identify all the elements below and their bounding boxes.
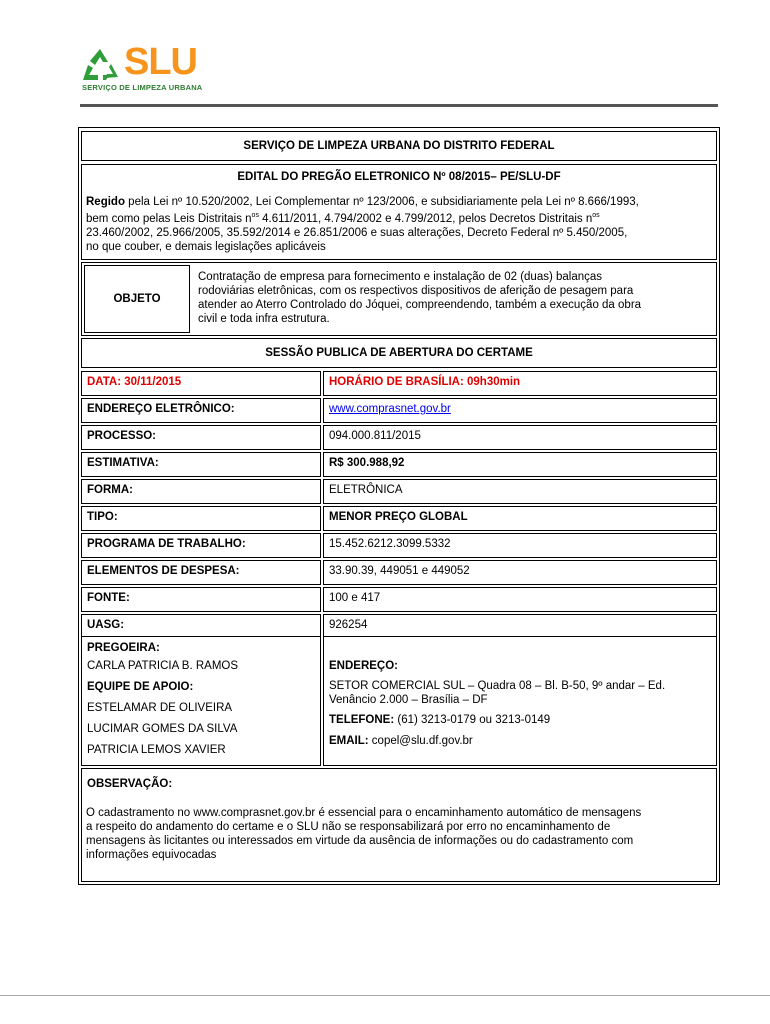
telefone-row [329, 713, 665, 727]
apoio-member: LUCIMAR GOMES DA SILVA [87, 723, 238, 735]
org-title-box [81, 131, 717, 161]
tipo-value: MENOR PREÇO GLOBAL [323, 506, 717, 531]
logo-subtitle: SERVIÇO DE LIMPEZA URBANA [82, 83, 203, 92]
observacao-line-1: O cadastramento no www.comprasnet.gov.br é essencial para o encaminhamento automático de mensagens [86, 807, 642, 819]
objeto-line-4: civil e toda infra estrutura. [198, 313, 330, 325]
uasg-label: UASG: [81, 614, 321, 637]
telefone-value: (61) 3213-0179 ou 3213-0149 [394, 714, 551, 726]
email-label: EMAIL: [329, 735, 369, 747]
elementos-label: ELEMENTOS DE DESPESA: [81, 560, 321, 585]
objeto-text [198, 270, 714, 326]
edital-box [81, 164, 717, 260]
org-title: SERVIÇO DE LIMPEZA URBANA DO DISTRITO FEDERAL [243, 140, 555, 152]
pregoeira-name: CARLA PATRICIA B. RAMOS [87, 660, 239, 672]
fonte-value: 100 e 417 [323, 587, 717, 612]
logo-name: SLU [124, 41, 197, 83]
edital-document [78, 127, 720, 885]
edital-title: EDITAL DO PREGÃO ELETRONICO Nº 08/2015– PE/SLU-DF [237, 171, 561, 183]
recycle-icon [80, 47, 120, 83]
horario-cell: HORÁRIO DE BRASÍLIA: 09h30min [323, 371, 717, 396]
objeto-line-2: rodoviárias eletrônicas, com os respectivos dispositivos de aferição de pesagem para [198, 285, 634, 297]
fonte-label: FONTE: [81, 587, 321, 612]
programa-value: 15.452.6212.3099.5332 [323, 533, 717, 558]
processo-label: PROCESSO: [81, 425, 321, 450]
data-cell: DATA: 30/11/2015 [81, 371, 321, 396]
observacao-line-4: informações equivocadas [86, 849, 217, 861]
elementos-value: 33.90.39, 449051 e 449052 [323, 560, 717, 585]
apoio-member: PATRICIA LEMOS XAVIER [87, 744, 226, 756]
programa-label: PROGRAMA DE TRABALHO: [81, 533, 321, 558]
objeto-box [81, 262, 717, 336]
regido-line-2a: bem como pelas Leis Distritais n [86, 212, 252, 225]
pregoeira-label: PREGOEIRA: [87, 642, 160, 654]
objeto-line-3: atender ao Aterro Controlado do Jóquei, compreendendo, também a execução da obra [198, 299, 642, 311]
forma-label: FORMA: [81, 479, 321, 504]
email-value: copel@slu.df.gov.br [368, 735, 473, 747]
header-rule [80, 104, 718, 107]
observacao-label: OBSERVAÇÃO: [87, 778, 173, 790]
objeto-label: OBJETO [113, 293, 161, 305]
sessao-box [81, 338, 717, 368]
regido-line-1: pela Lei nº 10.520/2002, Lei Complementar nº 123/2006, e subsidiariamente pela Lei nº 8.666/1993, [124, 196, 639, 208]
observacao-line-2: a respeito do andamento do certame e o SLU não se responsabilizará por erro no encaminhamento de [86, 821, 611, 833]
observacao-box [81, 768, 717, 882]
apoio-label: EQUIPE DE APOIO: [87, 681, 194, 693]
email-row [329, 734, 665, 748]
footer-rule [0, 995, 770, 996]
regido-sup-2: os [592, 212, 600, 219]
estimativa-value: R$ 300.988,92 [323, 452, 717, 477]
telefone-label: TELEFONE: [329, 714, 395, 726]
contato-box [323, 636, 717, 766]
equipe-box [81, 636, 321, 766]
forma-value: ELETRÔNICA [323, 479, 717, 504]
sessao-title: SESSÃO PUBLICA DE ABERTURA DO CERTAME [265, 347, 533, 359]
regido-paragraph [86, 195, 712, 254]
regido-line-2b: 4.611/2011, 4.794/2002 e 4.799/2012, pelos Decretos Distritais n [258, 212, 593, 225]
endereco-line-2: Venâncio 2.000 – Brasília – DF [329, 694, 488, 706]
processo-value: 094.000.811/2015 [323, 425, 717, 450]
endereco-eletronico-cell [323, 398, 717, 423]
comprasnet-link[interactable]: www.comprasnet.gov.br [329, 403, 451, 415]
objeto-label-cell [84, 265, 190, 333]
uasg-value: 926254 [323, 614, 717, 637]
apoio-member: ESTELAMAR DE OLIVEIRA [87, 702, 233, 714]
endereco-eletronico-label: ENDEREÇO ELETRÔNICO: [81, 398, 321, 423]
endereco-label: ENDEREÇO: [329, 660, 399, 672]
tipo-label: TIPO: [81, 506, 321, 531]
regido-lead: Regido [86, 196, 125, 208]
regido-sup-1: os [251, 212, 259, 219]
estimativa-label: ESTIMATIVA: [81, 452, 321, 477]
slu-logo [80, 41, 210, 94]
regido-line-4: no que couber, e demais legislações aplicáveis [86, 240, 326, 253]
endereco-line-1: SETOR COMERCIAL SUL – Quadra 08 – Bl. B-50, 9º andar – Ed. [329, 680, 666, 692]
regido-line-3: 23.460/2002, 25.966/2005, 35.592/2014 e 26.851/2006 e suas alterações, Decreto Federal nº 5.450/2005, [86, 226, 628, 239]
objeto-line-1: Contratação de empresa para fornecimento e instalação de 02 (duas) balanças [198, 271, 603, 283]
observacao-line-3: mensagens às licitantes ou interessados em virtude da ausência de informações ou do cadastramento com [86, 835, 634, 847]
